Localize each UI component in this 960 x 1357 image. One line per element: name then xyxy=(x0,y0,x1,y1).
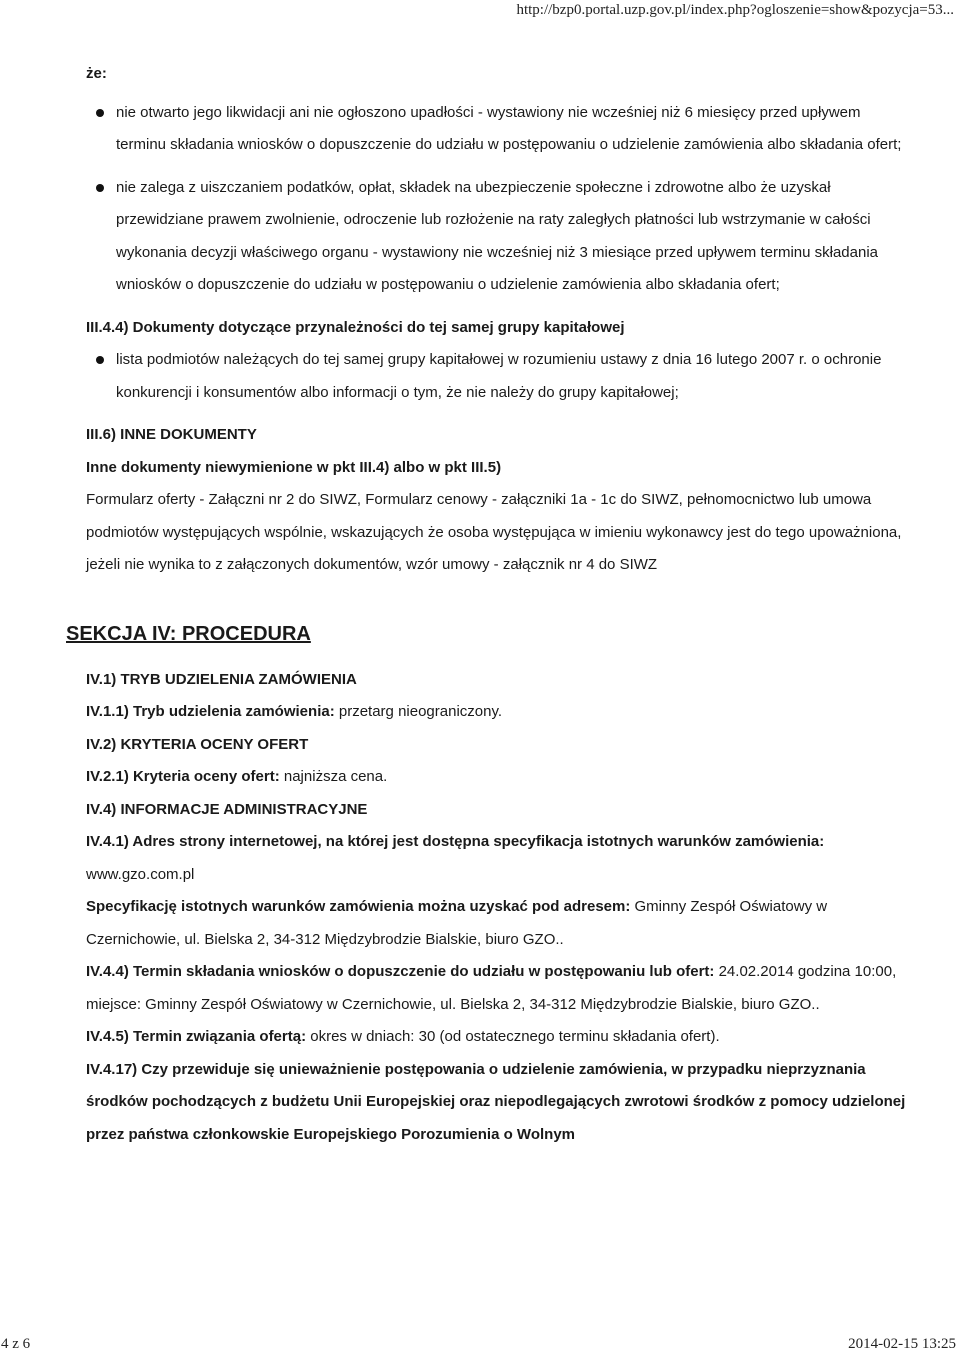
section-heading-III-4-4: III.4.4) Dokumenty dotyczące przynależności do tej samej grupy kapitałowej xyxy=(86,318,625,336)
field-IV-4-1 xyxy=(86,826,906,891)
field-IV-4-17: IV.4.17) Czy przewiduje się unieważnienie postępowania o udzielenie zamówienia, w przypadku nieprzyznania środków pochodzących z budżetu Unii Europejskiej oraz niepodlegających zwrotowi środków z pomocy udzielonej przez państwa członkowskie Europejskiego Porozumienia o Wolnym xyxy=(86,1060,906,1143)
other-documents-text: Formularz oferty - Załączni nr 2 do SIWZ, Formularz cenowy - załączniki 1a - 1c do SIWZ, pełnomocnictwo lub umowa podmiotów występujących wspólnie, wskazujących że osoba występująca w imieniu wykonawcy jest do tego upoważniona, jeżeli nie wynika to z załączonych dokumentów, wzór umowy - załącznik nr 4 do SIWZ xyxy=(86,491,902,573)
field-IV-1-1 xyxy=(86,696,906,729)
page-number: 4 z 6 xyxy=(1,1336,31,1352)
value-IV-2-1: najniższa cena. xyxy=(279,768,388,785)
value-IV-4-4: 24.02.2014 godzina 10:00, miejsce: Gminny Zespół Oświatowy w Czernichowie, ul. Bielska 2, 34-312 Międzybrodzie Bialskie, biuro GZO.. xyxy=(86,963,897,1013)
group-documents-list xyxy=(86,344,906,409)
requirements-list xyxy=(86,97,906,302)
label-IV-4-5: IV.4.5) Termin związania ofertą: xyxy=(86,1028,307,1045)
value-IV-4-5: okres w dniach: 30 (od ostatecznego terminu składania ofert). xyxy=(306,1028,720,1045)
label-IV-1-1: IV.1.1) Tryb udzielenia zamówienia: xyxy=(86,703,335,720)
heading-IV-2: IV.2) KRYTERIA OCENY OFERT xyxy=(86,735,309,753)
value-IV-4-1: www.gzo.com.pl xyxy=(86,865,195,883)
label-IV-2-1: IV.2.1) Kryteria oceny ofert: xyxy=(86,768,280,785)
document-content xyxy=(66,58,906,1151)
field-IV-4-5 xyxy=(86,1021,906,1054)
label-specification-address: Specyfikację istotnych warunków zamówienia można uzyskać pod adresem: xyxy=(86,898,631,915)
section-heading-III-6: III.6) INNE DOKUMENTY xyxy=(86,426,257,443)
page-url-header: http://bzp0.portal.uzp.gov.pl/index.php?ogloszenie=show&pozycja=53... xyxy=(516,2,954,18)
ze-label: że: xyxy=(86,65,107,82)
label-IV-4-4: IV.4.4) Termin składania wniosków o dopuszczenie do udziału w postępowaniu lub ofert: xyxy=(86,963,715,980)
field-IV-4-4 xyxy=(86,956,906,1021)
print-datetime: 2014-02-15 13:25 xyxy=(848,1336,956,1352)
list-item: nie zalega z uiszczaniem podatków, opłat, składek na ubezpieczenie społeczne i zdrowotne albo że uzyskał przewidziane prawem zwolnienie, odroczenie lub rozłożenie na raty zaległych płatności lub wstrzymanie w całości wykonania decyzji właściwego organu - wystawiony nie wcześniej niż 3 miesiące przed upływem terminu składania wniosków o dopuszczenie do udziału w postępowaniu o udzielenie zamówienia albo składania ofert; xyxy=(116,172,906,302)
list-item: nie otwarto jego likwidacji ani nie ogłoszono upadłości - wystawiony nie wcześniej niż 6 miesięcy przed upływem terminu składania wniosków o dopuszczenie do udziału w postępowaniu o udzielenie zamówienia albo składania ofert; xyxy=(116,97,906,162)
field-specification-address xyxy=(86,891,906,956)
section-subheading-III-6: Inne dokumenty niewymienione w pkt III.4) albo w pkt III.5) xyxy=(86,458,502,476)
label-IV-4-1: IV.4.1) Adres strony internetowej, na której jest dostępna specyfikacja istotnych warunków zamówienia: xyxy=(86,833,825,850)
section-iv-title: SEKCJA IV: PROCEDURA xyxy=(66,622,311,645)
value-IV-1-1: przetarg nieograniczony. xyxy=(334,703,503,720)
list-item: lista podmiotów należących do tej samej grupy kapitałowej w rozumieniu ustawy z dnia 16 lutego 2007 r. o ochronie konkurencji i konsumentów albo informacji o tym, że nie należy do grupy kapitałowej; xyxy=(116,344,906,409)
heading-IV-1: IV.1) TRYB UDZIELENIA ZAMÓWIENIA xyxy=(86,670,357,688)
heading-IV-4: IV.4) INFORMACJE ADMINISTRACYJNE xyxy=(86,800,368,818)
value-specification-address: Gminny Zespół Oświatowy w Czernichowie, ul. Bielska 2, 34-312 Międzybrodzie Bialskie, biuro GZO.. xyxy=(86,898,828,948)
field-IV-2-1 xyxy=(86,761,906,794)
